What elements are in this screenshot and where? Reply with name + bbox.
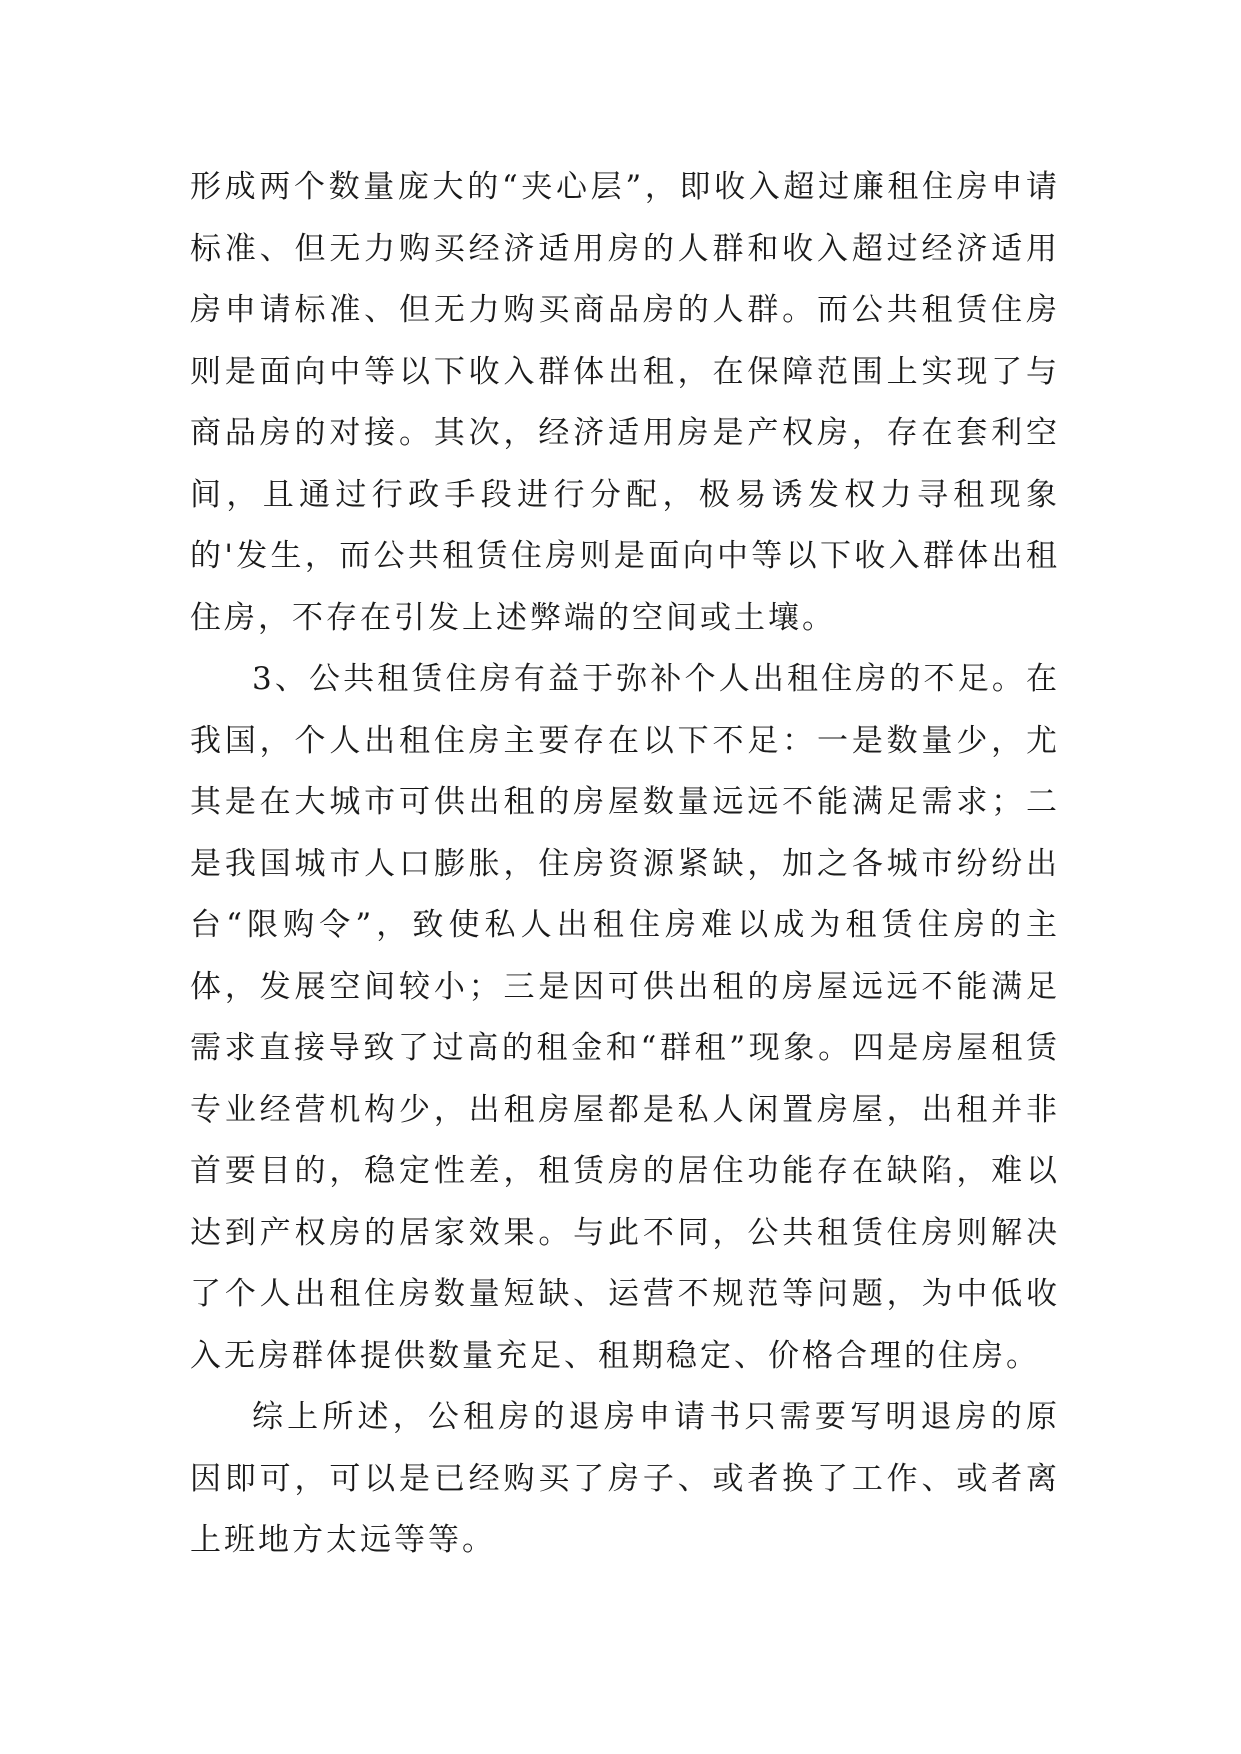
document-body — [190, 157, 1060, 1572]
paragraph-continuation: 形成两个数量庞大的“夹心层”，即收入超过廉租住房申请标准、但无力购买经济适用房的人群和收入超过经济适用房申请标准、但无力购买商品房的人群。而公共租赁住房则是面向中等以下收入群体出租，在保障范围上实现了与商品房的对接。其次，经济适用房是产权房，存在套利空间，且通过行政手段进行分配，极易诱发权力寻租现象的'发生，而公共租赁住房则是面向中等以下收入群体出租住房，不存在引发上述弊端的空间或土壤。 — [190, 169, 1060, 636]
paragraph-conclusion: 综上所述，公租房的退房申请书只需要写明退房的原因即可，可以是已经购买了房子、或者换了工作、或者离上班地方太远等等。 — [190, 1399, 1060, 1558]
paragraph-point-3: 3、公共租赁住房有益于弥补个人出租住房的不足。在我国，个人出租住房主要存在以下不足：一是数量少，尤其是在大城市可供出租的房屋数量远远不能满足需求；二是我国城市人口膨胀，住房资源紧缺，加之各城市纷纷出台“限购令”，致使私人出租住房难以成为租赁住房的主体，发展空间较小；三是因可供出租的房屋远远不能满足需求直接导致了过高的租金和“群租”现象。四是房屋租赁专业经营机构少，出租房屋都是私人闲置房屋，出租并非首要目的，稳定性差，租赁房的居住功能存在缺陷，难以达到产权房的居家效果。与此不同，公共租赁住房则解决了个人出租住房数量短缺、运营不规范等问题，为中低收入无房群体提供数量充足、租期稳定、价格合理的住房。 — [190, 661, 1060, 1374]
